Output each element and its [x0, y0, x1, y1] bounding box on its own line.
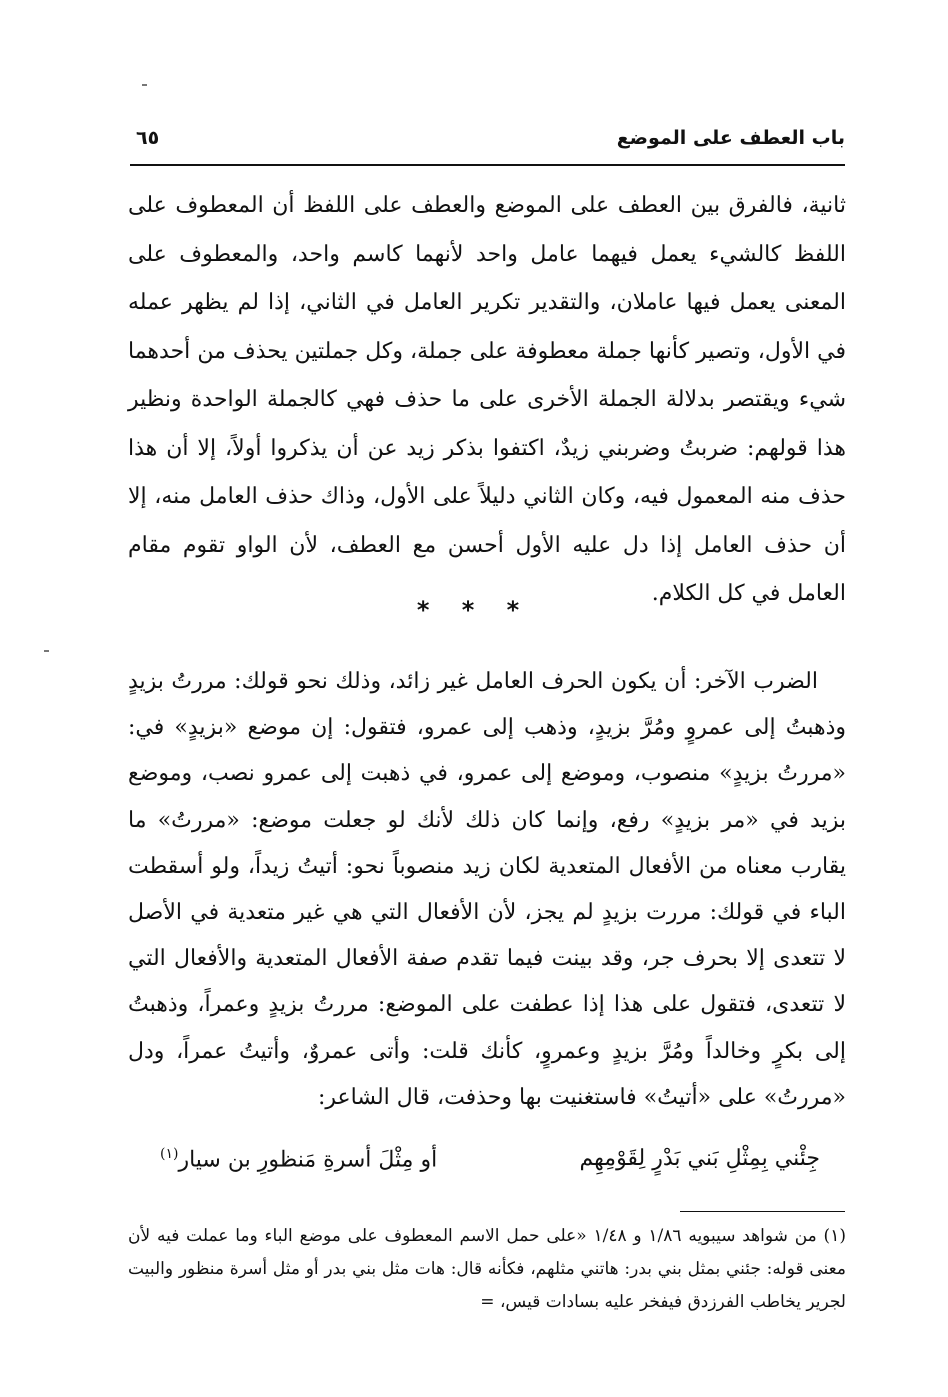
verse-first-hemistich: جِئْني بِمِثْلِ بَني بَدْرٍ لِقَوْمِهِم — [579, 1146, 820, 1171]
body-paragraph-1: ثانية، فالفرق بين العطف على الموضع والعطف على اللفظ أن المعطوف على اللفظ كالشيء يعمل فيهما عامل واحد لأنهما كاسم واحد، والمعطوف على المعنى يعمل فيها عاملان، والتقدير تكرير العامل في الثاني، إذا لم يظهر عمله في الأول، وتصير كأنها جملة معطوفة على جملة، وكل جملتين يحذف من أحدهما شيء ويقتصر بدلالة الجملة الأخرى على ما حذف فهي كالجملة الواحدة ونظير هذا قولهم: ضربتُ وضربني زيدٌ، اكتفوا بذكر زيد عن أن يذكروا أولاً، إلا أن هذا حذف منه المعمول فيه، وكان الثاني دليلاً على الأول، وذاك حذف العامل منه، إلا أن حذف العامل إذا دل عليه الأول أحسن مع العطف، لأن الواو تقوم مقام العامل في كل الكلام. — [128, 193, 846, 606]
poetry-verse — [160, 1146, 820, 1186]
scan-speck — [142, 84, 147, 86]
section-separator: * * * — [416, 596, 532, 624]
running-header — [130, 127, 845, 163]
scan-speck — [44, 650, 49, 652]
body-paragraph-2: الضرب الآخر: أن يكون الحرف العامل غير زائد، وذلك نحو قولك: مررتُ بزيدٍ وذهبتُ إلى عمروٍ ومُرَّ بزيدٍ، وذهب إلى عمرو، فتقول: إن موضع «بزيدٍ» في: «مررتُ بزيدٍ» منصوب، وموضع إلى عمرو، في ذهبت إلى عمرو نصب، وموضع بزيد في «مر بزيدٍ» رفع، وإنما كان ذلك لأنك لو جعلت موضع: «مررتُ» ما يقارب معناه من الأفعال المتعدية لكان زيد منصوباً نحو: أتيتُ زيداً، ولو أسقطت الباء في قولك: مررت بزيدٍ لم يجز، لأن الأفعال التي هي غير متعدية في الأصل لا تتعدى إلا بحرف جر، وقد بينت فيما تقدم صفة الأفعال المتعدية والأفعال التي لا تتعدى، فتقول على هذا إذا عطفت على الموضع: مررتُ بزيدٍ وعمراً، وذهبتُ إلى بكرٍ وخالداً ومُرَّ بزيدٍ وعمروٍ، كأنك قلت: وأتى عمروٌ، وأتيتُ عمراً، ودل «مررتُ» على «أتيتُ» فاستغنيت بها وحذفت، قال الشاعر: — [128, 669, 846, 1110]
footnote-text: (١) من شواهد سيبويه ١/٨٦ و ١/٤٨ «على حمل الاسم المعطوف على موضع الباء وما عملت فيه لأن معنى قوله: جئني بمثل بني بدر: هاتني مثلهم، فكأنه قال: هات مثل بني بدر أو مثل أسرة منظور والبيت لجرير يخاطب الفرزدق فيفخر عليه بسادات قيس، = — [128, 1226, 846, 1312]
header-divider — [130, 164, 845, 166]
footnote-divider — [680, 1211, 845, 1212]
page-number: ٦٥ — [136, 127, 160, 149]
verse-second-text: أو مِثْلَ أسرةِ مَنظورِ بن سيار — [178, 1147, 438, 1173]
footnote-reference: (١) — [160, 1146, 179, 1162]
chapter-title: باب العطف على الموضع — [616, 127, 845, 149]
verse-second-hemistich — [160, 1146, 437, 1172]
